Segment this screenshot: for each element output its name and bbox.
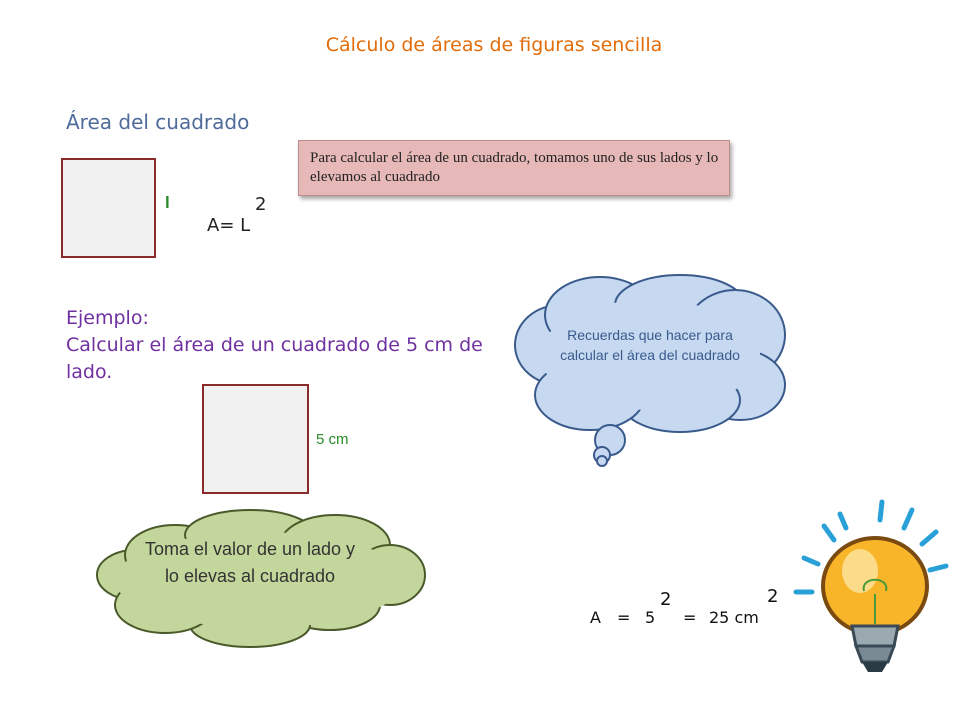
square-side-label: l xyxy=(165,193,170,212)
equation-equals-2: = xyxy=(683,608,697,627)
explanation-note: Para calcular el área de un cuadrado, tomamos uno de sus lados y lo elevamos al cuadrado xyxy=(298,140,730,196)
equation-exponent-2: 2 xyxy=(767,586,779,607)
formula-exponent: 2 xyxy=(255,194,267,215)
section-title: Área del cuadrado xyxy=(66,110,250,134)
thought-cloud-text: Recuerdas que hacer para calcular el área del cuadrado xyxy=(560,327,740,363)
area-formula: A= L xyxy=(207,215,251,236)
equation-equals-1: = xyxy=(617,608,631,627)
example-heading: Ejemplo: xyxy=(66,307,149,329)
lightbulb-icon xyxy=(790,496,950,680)
equation-result: 25 cm xyxy=(709,608,759,627)
hint-cloud-text: Toma el valor de un lado y lo elevas al cuadrado xyxy=(144,539,356,586)
equation-exponent-1: 2 xyxy=(660,589,672,610)
thought-cloud xyxy=(515,275,785,466)
equation-base: 5 xyxy=(645,608,656,627)
example-text: Calcular el área de un cuadrado de 5 cm de lado. xyxy=(66,334,483,383)
example-side-label: 5 cm xyxy=(316,431,349,448)
page-title: Cálculo de áreas de figuras sencilla xyxy=(325,34,663,56)
equation-a: A xyxy=(590,608,601,627)
